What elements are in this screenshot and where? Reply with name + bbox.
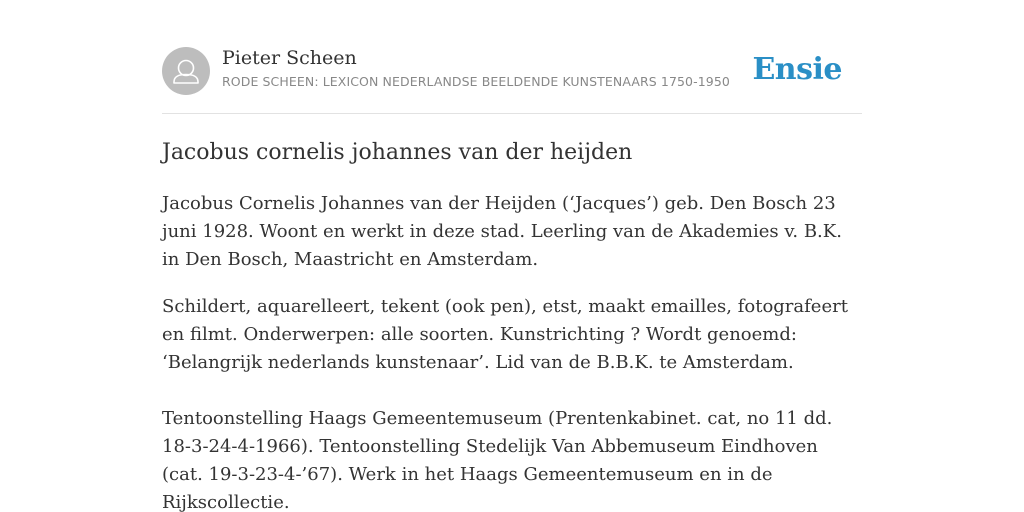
author-name[interactable]: Pieter Scheen [222,47,357,69]
author-header [162,46,862,96]
article-title: Jacobus cornelis johannes van der heijden [162,140,633,165]
article-paragraph: Tentoonstelling Haags Gemeentemuseum (Prentenkabinet. cat, no 11 dd. 18-3-24-4-1966). Tentoonstelling Stedelijk Van Abbemuseum Eindhoven (cat. 19-3-23-4-’67). Werk in het Haags Gemeentemuseum en in de Rijkscollectie. [162,408,833,512]
header-divider [162,113,862,114]
user-icon [162,47,210,95]
avatar[interactable] [162,47,210,95]
ensie-logo[interactable]: Ensie [752,52,842,87]
article-paragraph: Schildert, aquarelleert, tekent (ook pen), etst, maakt emailles, fotografeert en filmt. Onderwerpen: alle soorten. Kunstrichting ? Wordt genoemd: ‘Belangrijk nederlands kunstenaar’. Lid van de B.B.K. te Amsterdam. [162,296,848,373]
source-title[interactable]: RODE SCHEEN: LEXICON NEDERLANDSE BEELDENDE KUNSTENAARS 1750-1950 [222,74,730,89]
article-paragraph: Jacobus Cornelis Johannes van der Heijden (‘Jacques’) geb. Den Bosch 23 juni 1928. Woont en werkt in deze stad. Leerling van de Akademies v. B.K. in Den Bosch, Maastricht en Amsterdam. [162,193,842,270]
